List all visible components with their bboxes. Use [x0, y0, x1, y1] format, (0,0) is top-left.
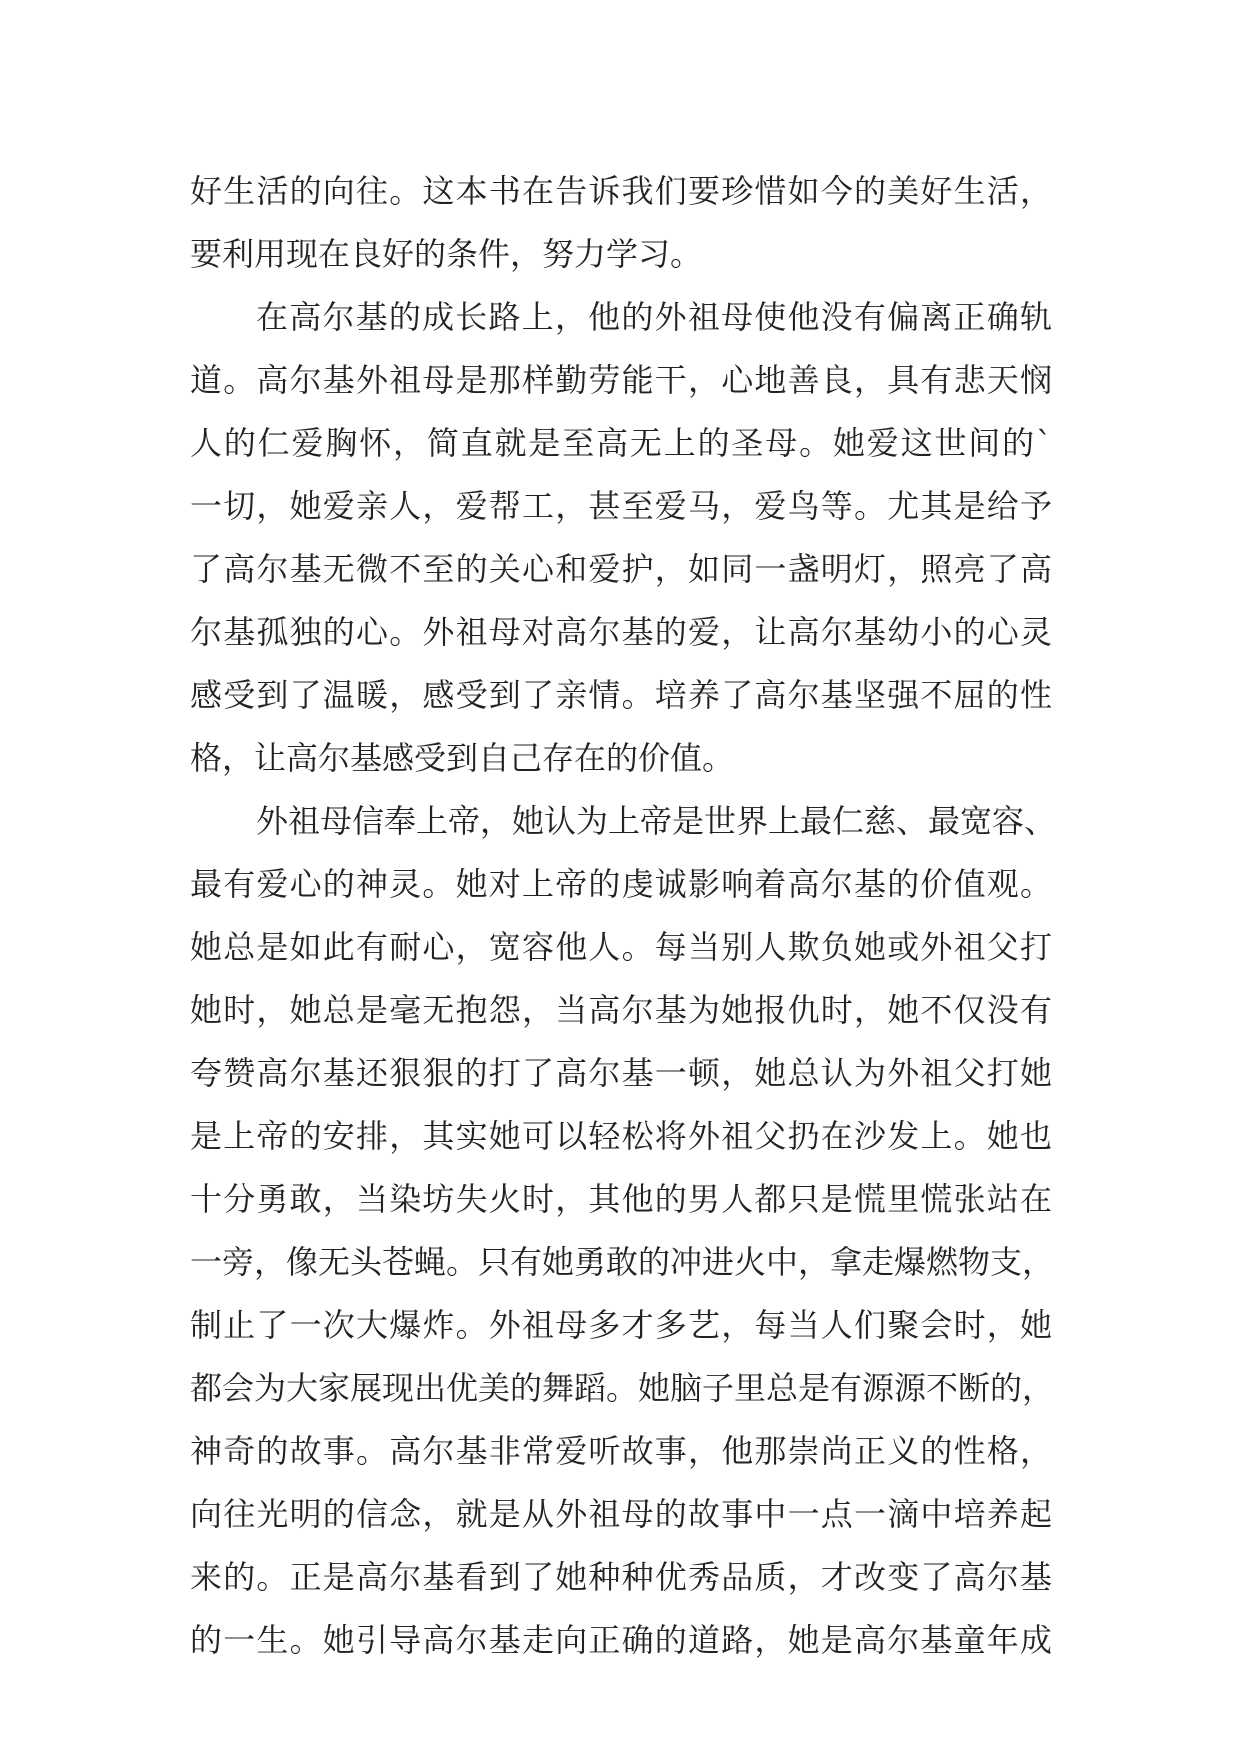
text-line: 最有爱心的神灵。她对上帝的虔诚影响着高尔基的价值观。 — [190, 865, 1052, 903]
paragraph-first-line: 外祖母信奉上帝，她认为上帝是世界上最仁慈、最宽容、 — [256, 802, 1057, 840]
text-line: 了高尔基无微不至的关心和爱护，如同一盏明灯，照亮了高 — [190, 550, 1052, 588]
text-line: 向往光明的信念，就是从外祖母的故事中一点一滴中培养起 — [190, 1495, 1052, 1533]
text-line: 一旁，像无头苍蝇。只有她勇敢的冲进火中，拿走爆燃物支， — [190, 1243, 1055, 1281]
text-line: 她时，她总是毫无抱怨，当高尔基为她报仇时，她不仅没有 — [190, 991, 1052, 1029]
text-line: 十分勇敢，当染坊失火时，其他的男人都只是慌里慌张站在 — [190, 1180, 1052, 1218]
text-line: 夸赞高尔基还狠狠的打了高尔基一顿，她总认为外祖父打她 — [190, 1054, 1052, 1092]
text-line: 尔基孤独的心。外祖母对高尔基的爱，让高尔基幼小的心灵 — [190, 613, 1052, 651]
text-line: 一切，她爱亲人，爱帮工，甚至爱马，爱鸟等。尤其是给予 — [190, 487, 1052, 525]
text-line: 来的。正是高尔基看到了她种种优秀品质，才改变了高尔基 — [190, 1558, 1052, 1596]
text-line: 感受到了温暖，感受到了亲情。培养了高尔基坚强不屈的性 — [190, 676, 1052, 714]
text-line: 她总是如此有耐心，宽容他人。每当别人欺负她或外祖父打 — [190, 928, 1052, 966]
text-line: 神奇的故事。高尔基非常爱听故事，他那崇尚正义的性格， — [190, 1432, 1052, 1470]
text-line: 制止了一次大爆炸。外祖母多才多艺，每当人们聚会时，她 — [190, 1306, 1052, 1344]
body-text — [190, 160, 1057, 1672]
paragraph-first-line: 在高尔基的成长路上，他的外祖母使他没有偏离正确轨 — [256, 298, 1052, 336]
text-line: 好生活的向往。这本书在告诉我们要珍惜如今的美好生活， — [190, 172, 1052, 210]
text-line: 要利用现在良好的条件，努力学习。 — [190, 235, 703, 273]
text-line: 是上帝的安排，其实她可以轻松将外祖父扔在沙发上。她也 — [190, 1117, 1052, 1155]
text-line: 道。高尔基外祖母是那样勤劳能干，心地善良，具有悲天悯 — [190, 361, 1052, 399]
text-line: 的一生。她引导高尔基走向正确的道路，她是高尔基童年成 — [190, 1621, 1052, 1659]
text-line: 格，让高尔基感受到自己存在的价值。 — [190, 739, 735, 777]
text-line: 都会为大家展现出优美的舞蹈。她脑子里总是有源源不断的， — [190, 1369, 1055, 1407]
text-line: 人的仁爱胸怀，简直就是至高无上的圣母。她爱这世间的` — [190, 424, 1052, 462]
